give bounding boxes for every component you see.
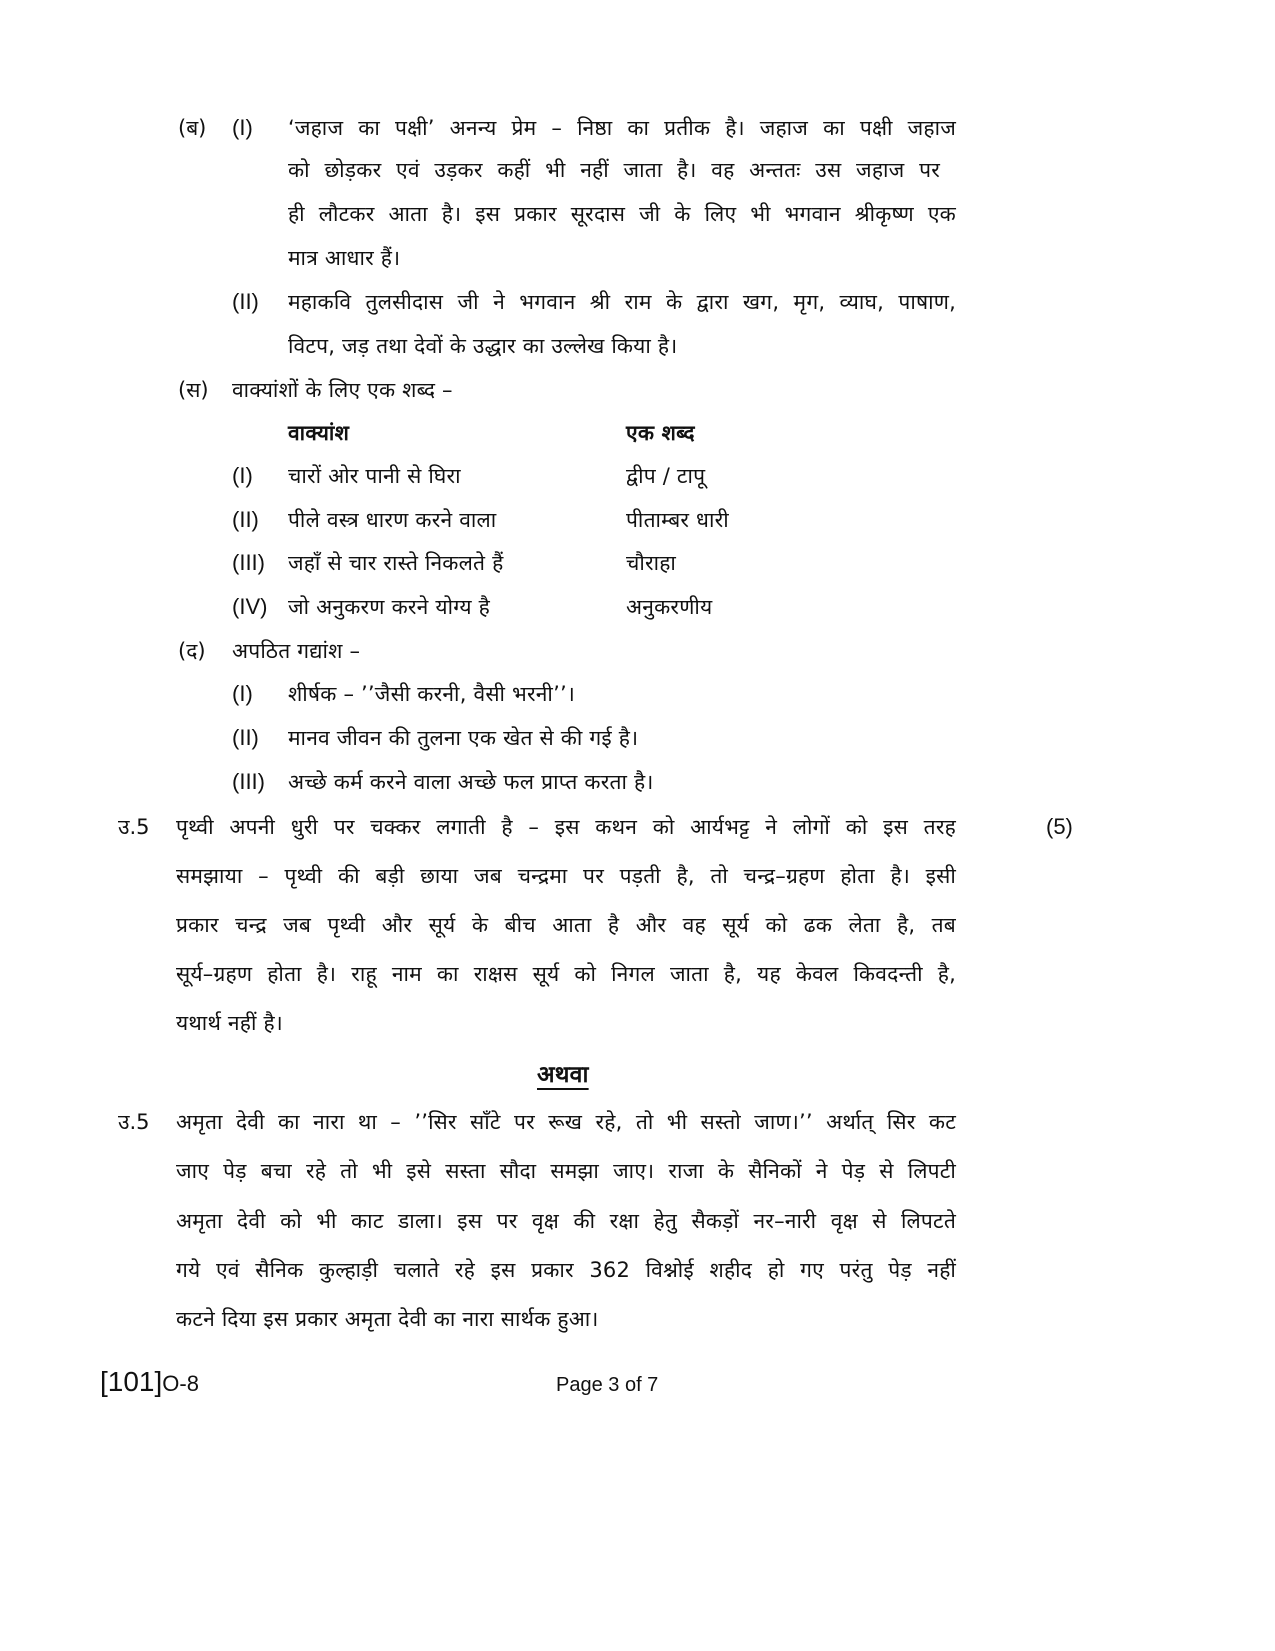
section-s-title: वाक्यांशों के लिए एक शब्द – [232, 378, 453, 402]
list-item-num: (I) [232, 681, 253, 706]
section-b-label: (ब) [178, 116, 207, 140]
answer-q5-alt-line-2: जाए पेड़ बचा रहे तो भी इसे सस्ता सौदा समझा जाए। राजा के सैनिकों ने पेड़ से लिपटी [176, 1159, 956, 1183]
or-heading: अथवा [537, 1062, 589, 1088]
page-number: Page 3 of 7 [556, 1374, 659, 1396]
section-b-item-1-line-4: मात्र आधार हैं। [288, 246, 401, 270]
table-row-word: पीताम्बर धारी [626, 508, 729, 532]
table-row-num: (III) [232, 550, 265, 575]
list-item: शीर्षक – ’’जैसी करनी, वैसी भरनी’’। [288, 682, 575, 706]
table-row-phrase: चारों ओर पानी से घिरा [288, 464, 461, 488]
section-b-item-1-line-1: ‘जहाज का पक्षी’ अनन्य प्रेम – निष्ठा का प्रतीक है। जहाज का पक्षी जहाज [288, 116, 956, 140]
table-row-phrase: जहाँ से चार रास्ते निकलते हैं [288, 551, 504, 575]
list-item-num: (II) [232, 725, 259, 750]
column-header-word: एक शब्द [626, 421, 695, 445]
section-d-label: (द) [178, 639, 206, 663]
table-row-num: (IV) [232, 594, 268, 619]
answer-q5-line-3: प्रकार चन्द्र जब पृथ्वी और सूर्य के बीच आता है और वह सूर्य को ढक लेता है, तब [176, 913, 956, 937]
section-b-item-2-line-1: महाकवि तुलसीदास जी ने भगवान श्री राम के द्वारा खग, मृग, व्याघ, पाषाण, [288, 290, 956, 314]
section-b-item-2-line-2: विटप, जड़ तथा देवों के उद्धार का उल्लेख किया है। [288, 334, 678, 358]
table-row-word: द्वीप / टापू [626, 464, 706, 488]
list-item-num: (III) [232, 769, 265, 794]
list-item: मानव जीवन की तुलना एक खेत से की गई है। [288, 726, 639, 750]
table-row-word: अनुकरणीय [626, 595, 713, 619]
answer-q5-line-5: यथार्थ नहीं है। [176, 1011, 283, 1035]
section-d-title: अपठित गद्यांश – [232, 639, 361, 663]
table-row-phrase: जो अनुकरण करने योग्य है [288, 595, 490, 619]
marks-badge: (5) [1046, 814, 1073, 839]
answer-q5-line-1: पृथ्वी अपनी धुरी पर चक्कर लगाती है – इस कथन को आर्यभट्ट ने लोगों को इस तरह [176, 815, 956, 839]
section-b-item-2-num: (II) [232, 289, 259, 314]
table-row-phrase: पीले वस्त्र धारण करने वाला [288, 508, 497, 532]
answer-q5-line-4: सूर्य–ग्रहण होता है। राहू नाम का राक्षस सूर्य को निगल जाता है, यह केवल किवदन्ती है, [176, 962, 956, 986]
answer-q5-alt-line-1: अमृता देवी का नारा था – ’’सिर साँटे पर रूख रहे, तो भी सस्तो जाण।’’ अर्थात् सिर कट [176, 1110, 956, 1134]
section-s-label: (स) [178, 378, 209, 402]
section-b-item-1-line-2: को छोड़कर एवं उड़कर कहीं भी नहीं जाता है। वह अन्ततः उस जहाज पर [288, 158, 940, 182]
paper-code-main: [101] [100, 1366, 163, 1397]
table-row-word: चौराहा [626, 551, 676, 575]
answer-q5-alt-line-4: गये एवं सैनिक कुल्हाड़ी चलाते रहे इस प्रकार 362 विश्नोई शहीद हो गए परंतु पेड़ नहीं [176, 1258, 956, 1282]
answer-q5-line-2: समझाया – पृथ्वी की बड़ी छाया जब चन्द्रमा पर पड़ती है, तो चन्द्र–ग्रहण होता है। इसी [176, 864, 956, 888]
table-row-num: (I) [232, 463, 253, 488]
answer-q5-alt-line-5: कटने दिया इस प्रकार अमृता देवी का नारा सार्थक हुआ। [176, 1307, 599, 1331]
section-b-item-1-line-3: ही लौटकर आता है। इस प्रकार सूरदास जी के लिए भी भगवान श्रीकृष्ण एक [288, 202, 956, 226]
paper-code-suffix: O-8 [162, 1371, 199, 1396]
answer-label-q5: उ.5 [118, 815, 150, 839]
answer-label-q5-alt: उ.5 [118, 1110, 150, 1134]
section-b-item-1-num: (I) [232, 115, 253, 140]
answer-q5-alt-line-3: अमृता देवी को भी काट डाला। इस पर वृक्ष की रक्षा हेतु सैकड़ों नर–नारी वृक्ष से लिपटते [176, 1209, 956, 1233]
paper-code [100, 1366, 199, 1398]
list-item: अच्छे कर्म करने वाला अच्छे फल प्राप्त करता है। [288, 770, 654, 794]
table-row-num: (II) [232, 507, 259, 532]
column-header-phrase: वाक्यांश [288, 421, 350, 445]
